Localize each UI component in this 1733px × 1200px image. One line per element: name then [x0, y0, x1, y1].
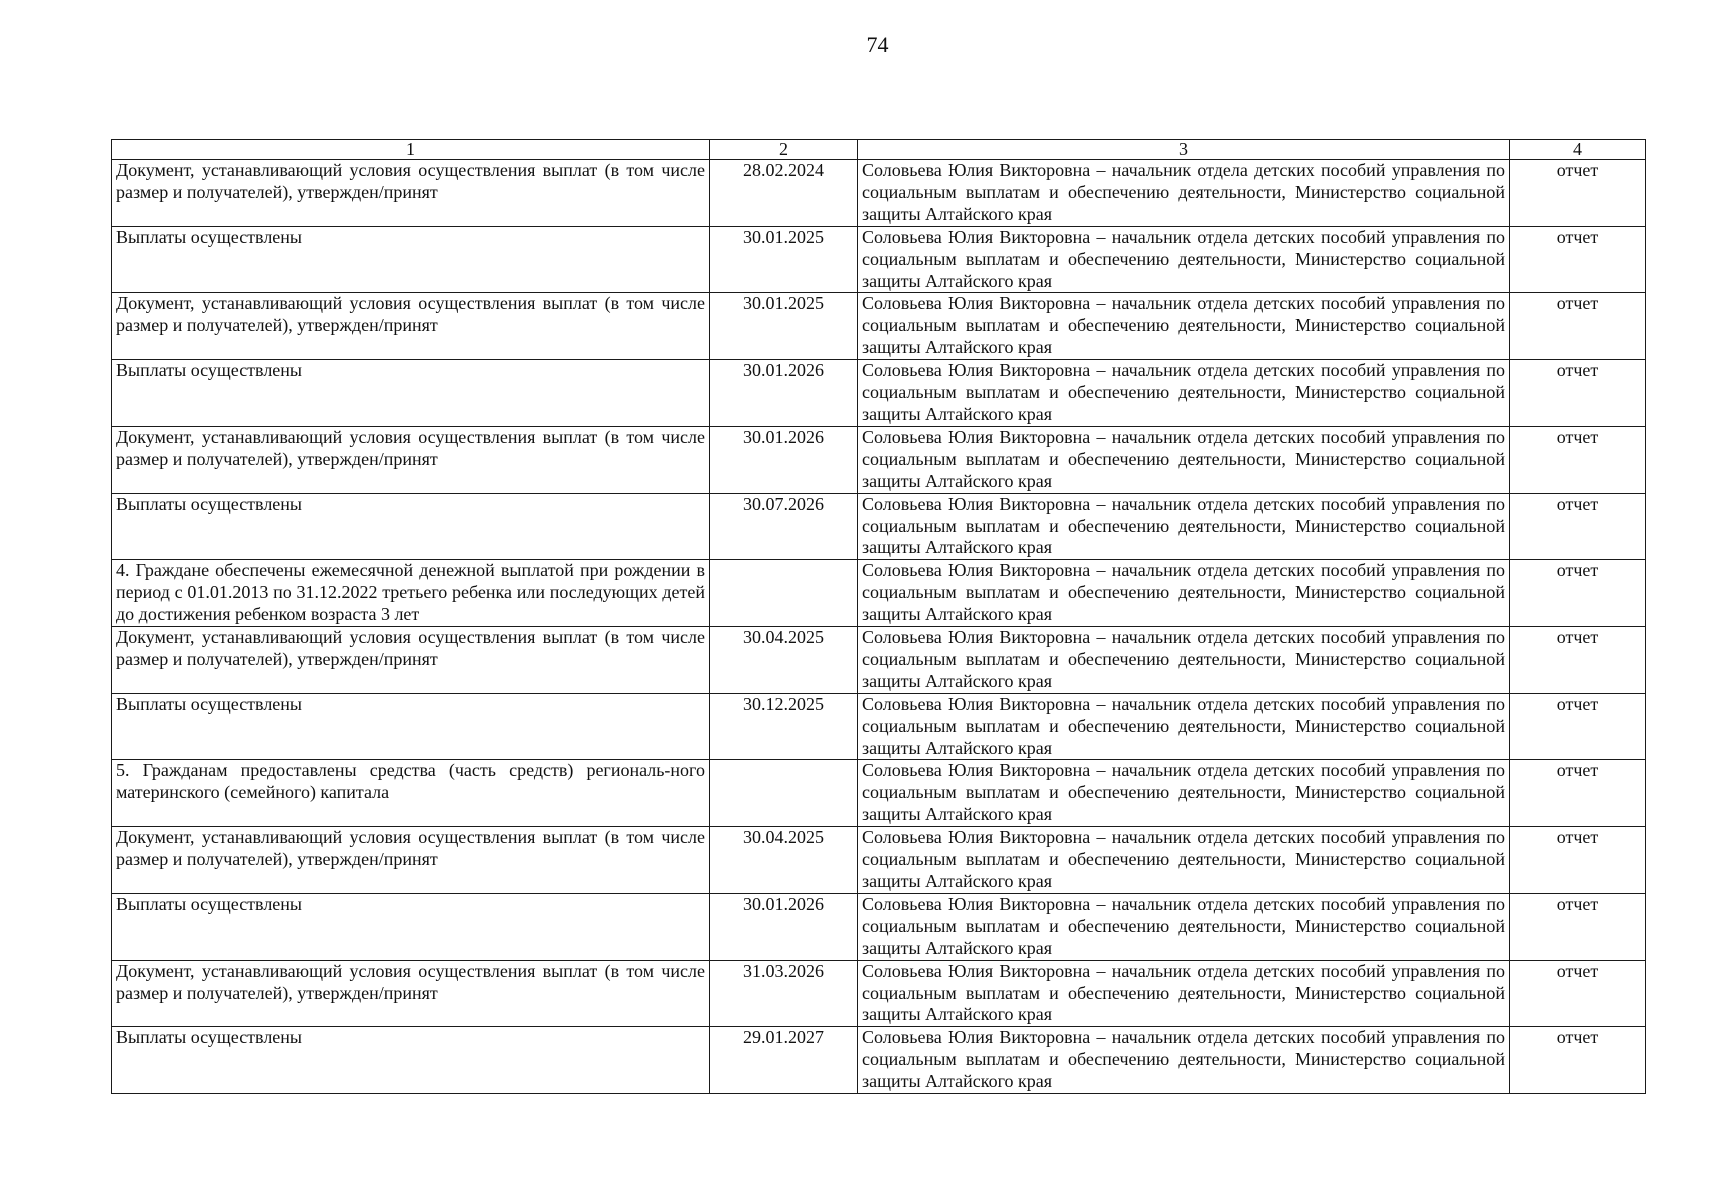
table-row [112, 960, 1646, 1027]
doc-type-cell: отчет [1510, 827, 1646, 894]
description-cell: 5. Гражданам предоставлены средства (часть средств) региональ-ного материнского (семейного) капитала [112, 760, 710, 827]
description-cell: Выплаты осуществлены [112, 693, 710, 760]
table-row [112, 493, 1646, 560]
doc-type-cell: отчет [1510, 760, 1646, 827]
doc-type-cell: отчет [1510, 360, 1646, 427]
date-cell: 30.01.2026 [710, 360, 858, 427]
description-cell: Выплаты осуществлены [112, 226, 710, 293]
description-cell: Документ, устанавливающий условия осуществления выплат (в том числе размер и получателей), утвержден/принят [112, 160, 710, 227]
column-header-4: 4 [1510, 140, 1646, 160]
date-cell [710, 560, 858, 627]
responsible-cell: Соловьева Юлия Викторовна – начальник отдела детских пособий управления по социальным выплатам и обеспечению деятельности, Министерство социальной защиты Алтайского края [858, 760, 1510, 827]
date-cell: 31.03.2026 [710, 960, 858, 1027]
table-row [112, 360, 1646, 427]
date-cell: 30.07.2026 [710, 493, 858, 560]
description-cell: Документ, устанавливающий условия осуществления выплат (в том числе размер и получателей), утвержден/принят [112, 293, 710, 360]
responsible-cell: Соловьева Юлия Викторовна – начальник отдела детских пособий управления по социальным выплатам и обеспечению деятельности, Министерство социальной защиты Алтайского края [858, 226, 1510, 293]
description-cell: Выплаты осуществлены [112, 360, 710, 427]
table-row [112, 560, 1646, 627]
table-row [112, 827, 1646, 894]
doc-type-cell: отчет [1510, 493, 1646, 560]
page-number: 74 [866, 32, 889, 57]
date-cell: 28.02.2024 [710, 160, 858, 227]
description-cell: Выплаты осуществлены [112, 1027, 710, 1094]
table-row [112, 426, 1646, 493]
description-cell: 4. Граждане обеспечены ежемесячной денежной выплатой при рождении в период с 01.01.2013 по 31.12.2022 третьего ребенка или последующих детей до достижения ребенком возраста 3 лет [112, 560, 710, 627]
table-row [112, 1027, 1646, 1094]
column-header-2: 2 [710, 140, 858, 160]
table-row [112, 226, 1646, 293]
table-header-row [112, 140, 1646, 160]
date-cell: 30.01.2026 [710, 893, 858, 960]
document-table [111, 139, 1646, 1094]
doc-type-cell: отчет [1510, 960, 1646, 1027]
table-body [112, 140, 1646, 1094]
table-row [112, 693, 1646, 760]
responsible-cell: Соловьева Юлия Викторовна – начальник отдела детских пособий управления по социальным выплатам и обеспечению деятельности, Министерство социальной защиты Алтайского края [858, 160, 1510, 227]
doc-type-cell: отчет [1510, 160, 1646, 227]
responsible-cell: Соловьева Юлия Викторовна – начальник отдела детских пособий управления по социальным выплатам и обеспечению деятельности, Министерство социальной защиты Алтайского края [858, 560, 1510, 627]
table-row [112, 627, 1646, 694]
date-cell [710, 760, 858, 827]
date-cell: 30.04.2025 [710, 627, 858, 694]
doc-type-cell: отчет [1510, 293, 1646, 360]
description-cell: Выплаты осуществлены [112, 493, 710, 560]
responsible-cell: Соловьева Юлия Викторовна – начальник отдела детских пособий управления по социальным выплатам и обеспечению деятельности, Министерство социальной защиты Алтайского края [858, 360, 1510, 427]
doc-type-cell: отчет [1510, 426, 1646, 493]
responsible-cell: Соловьева Юлия Викторовна – начальник отдела детских пособий управления по социальным выплатам и обеспечению деятельности, Министерство социальной защиты Алтайского края [858, 960, 1510, 1027]
responsible-cell: Соловьева Юлия Викторовна – начальник отдела детских пособий управления по социальным выплатам и обеспечению деятельности, Министерство социальной защиты Алтайского края [858, 627, 1510, 694]
description-cell: Документ, устанавливающий условия осуществления выплат (в том числе размер и получателей), утвержден/принят [112, 827, 710, 894]
responsible-cell: Соловьева Юлия Викторовна – начальник отдела детских пособий управления по социальным выплатам и обеспечению деятельности, Министерство социальной защиты Алтайского края [858, 493, 1510, 560]
doc-type-cell: отчет [1510, 226, 1646, 293]
doc-type-cell: отчет [1510, 693, 1646, 760]
responsible-cell: Соловьева Юлия Викторовна – начальник отдела детских пособий управления по социальным выплатам и обеспечению деятельности, Министерство социальной защиты Алтайского края [858, 827, 1510, 894]
date-cell: 30.01.2025 [710, 293, 858, 360]
responsible-cell: Соловьева Юлия Викторовна – начальник отдела детских пособий управления по социальным выплатам и обеспечению деятельности, Министерство социальной защиты Алтайского края [858, 1027, 1510, 1094]
table-row [112, 760, 1646, 827]
responsible-cell: Соловьева Юлия Викторовна – начальник отдела детских пособий управления по социальным выплатам и обеспечению деятельности, Министерство социальной защиты Алтайского края [858, 893, 1510, 960]
description-cell: Документ, устанавливающий условия осуществления выплат (в том числе размер и получателей), утвержден/принят [112, 960, 710, 1027]
description-cell: Выплаты осуществлены [112, 893, 710, 960]
responsible-cell: Соловьева Юлия Викторовна – начальник отдела детских пособий управления по социальным выплатам и обеспечению деятельности, Министерство социальной защиты Алтайского края [858, 693, 1510, 760]
doc-type-cell: отчет [1510, 893, 1646, 960]
description-cell: Документ, устанавливающий условия осуществления выплат (в том числе размер и получателей), утвержден/принят [112, 627, 710, 694]
table-row [112, 893, 1646, 960]
doc-type-cell: отчет [1510, 560, 1646, 627]
table-row [112, 293, 1646, 360]
date-cell: 30.01.2025 [710, 226, 858, 293]
date-cell: 30.12.2025 [710, 693, 858, 760]
column-header-3: 3 [858, 140, 1510, 160]
description-cell: Документ, устанавливающий условия осуществления выплат (в том числе размер и получателей), утвержден/принят [112, 426, 710, 493]
date-cell: 29.01.2027 [710, 1027, 858, 1094]
table-row [112, 160, 1646, 227]
date-cell: 30.04.2025 [710, 827, 858, 894]
responsible-cell: Соловьева Юлия Викторовна – начальник отдела детских пособий управления по социальным выплатам и обеспечению деятельности, Министерство социальной защиты Алтайского края [858, 426, 1510, 493]
doc-type-cell: отчет [1510, 1027, 1646, 1094]
responsible-cell: Соловьева Юлия Викторовна – начальник отдела детских пособий управления по социальным выплатам и обеспечению деятельности, Министерство социальной защиты Алтайского края [858, 293, 1510, 360]
doc-type-cell: отчет [1510, 627, 1646, 694]
date-cell: 30.01.2026 [710, 426, 858, 493]
column-header-1: 1 [112, 140, 710, 160]
